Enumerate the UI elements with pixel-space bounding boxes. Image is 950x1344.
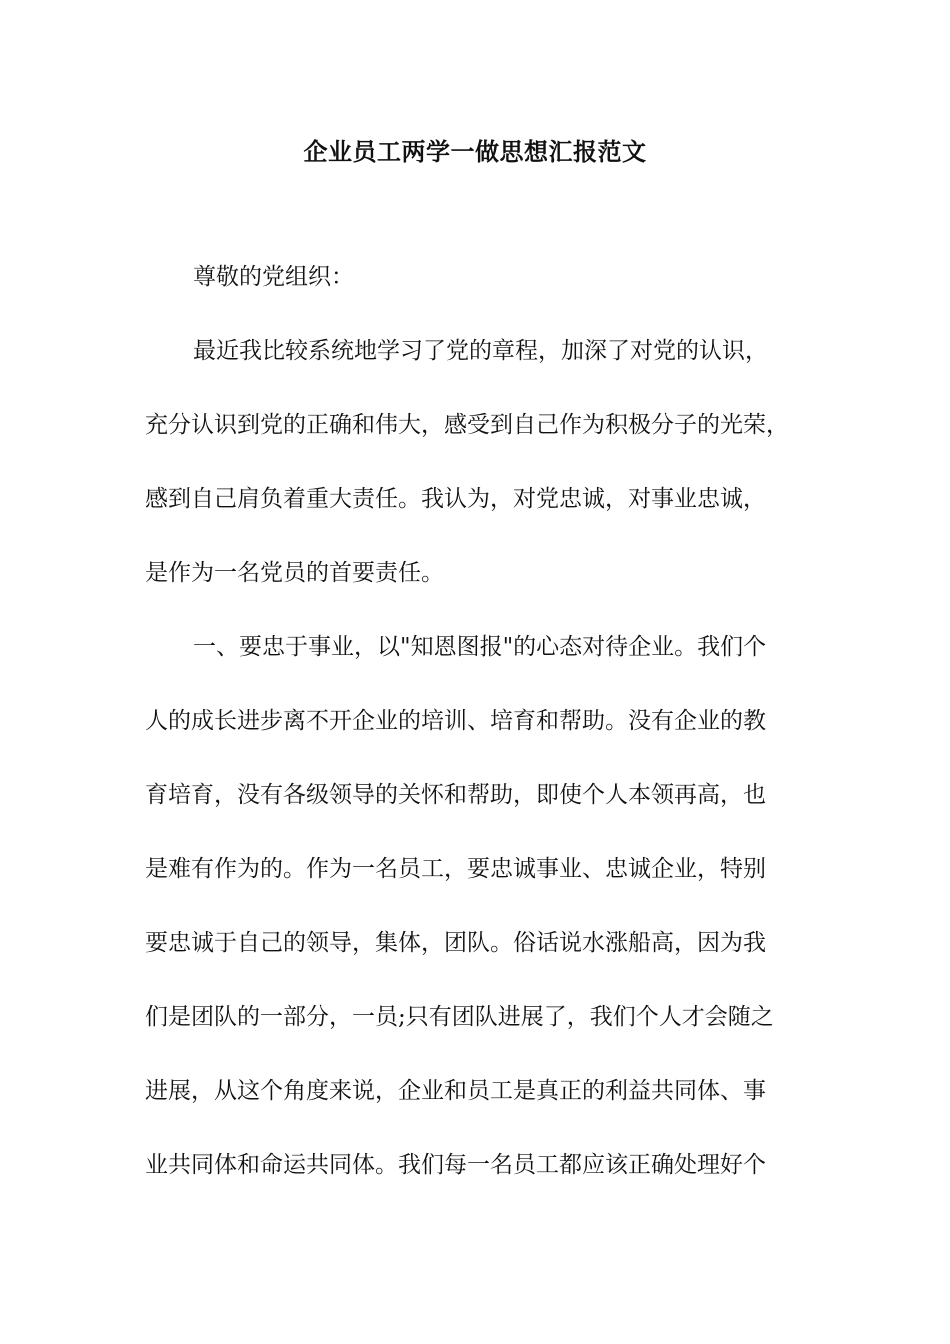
paragraph-line: 进展，从这个角度来说，企业和员工是真正的利益共同体、事 [145,1078,766,1104]
document-title: 企业员工两学一做思想汇报范文 [303,137,647,166]
paragraph-line: 一、要忠于事业，以"知恩图报"的心态对待企业。我们个 [193,634,767,660]
paragraph-line: 是难有作为的。作为一名员工，要忠诚事业、忠诚企业，特别 [145,856,766,882]
paragraph-line: 人的成长进步离不开企业的培训、培育和帮助。没有企业的教 [145,708,766,734]
paragraph-line: 们是团队的一部分，一员;只有团队进展了，我们个人才会随之 [145,1004,774,1030]
paragraph-line: 要忠诚于自己的领导，集体，团队。俗话说水涨船高，因为我 [145,930,766,956]
paragraph-line: 育培育，没有各级领导的关怀和帮助，即使个人本领再高，也 [145,782,766,808]
paragraph-line: 充分认识到党的正确和伟大，感受到自己作为积极分子的光荣， [145,412,789,438]
salutation: 尊敬的党组织： [193,264,354,290]
paragraph-line: 感到自己肩负着重大责任。我认为，对党忠诚，对事业忠诚， [145,486,766,512]
paragraph-line: 业共同体和命运共同体。我们每一名员工都应该正确处理好个 [145,1152,766,1178]
paragraph-line: 是作为一名党员的首要责任。 [145,560,444,586]
paragraph-line: 最近我比较系统地学习了党的章程，加深了对党的认识， [193,338,768,364]
